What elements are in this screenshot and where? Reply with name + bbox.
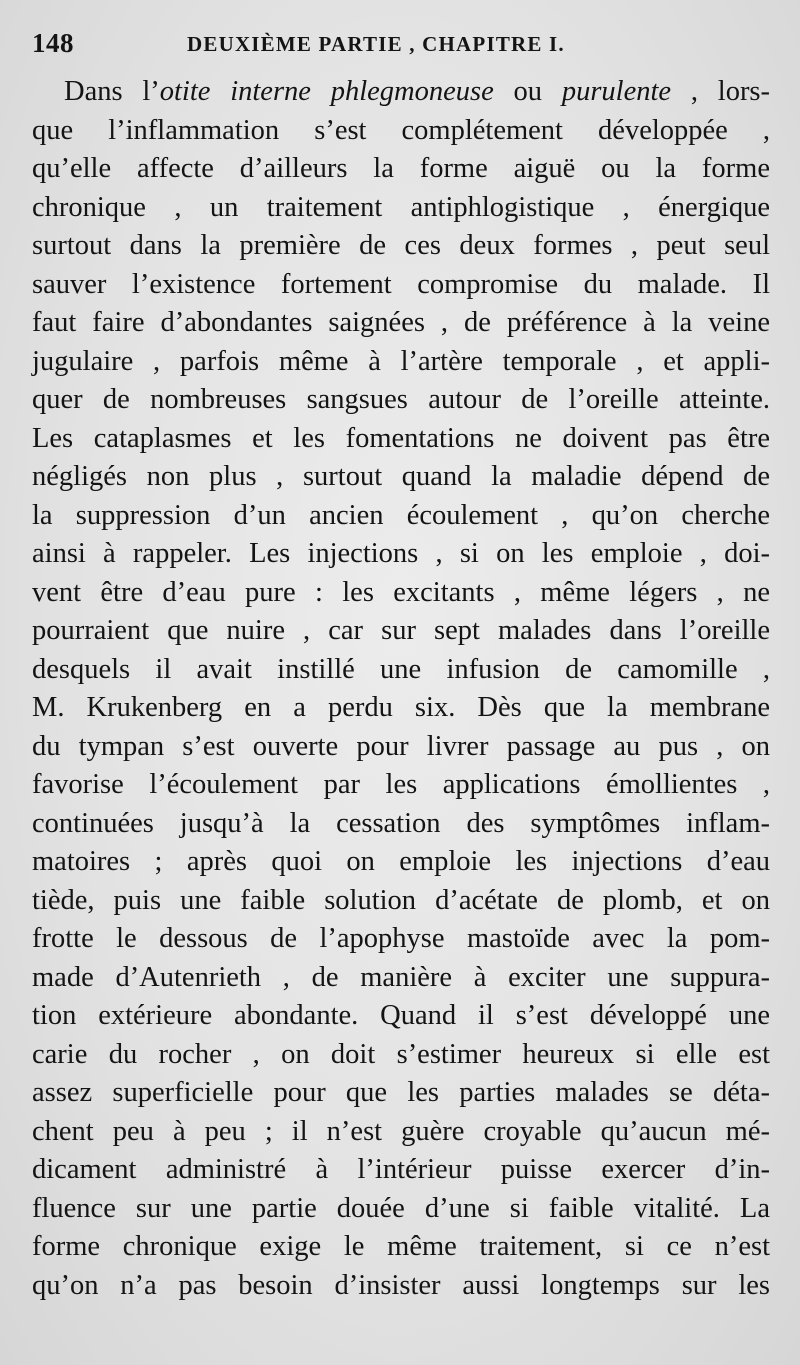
text-run: , lors- xyxy=(671,76,771,107)
text-line: assez superficielle pour que les parties malades se déta- xyxy=(32,1077,770,1108)
text-line: du tympan s’est ouverte pour livrer passage au pus , on xyxy=(32,730,770,762)
text-run: Dans l’ xyxy=(64,76,160,107)
text-line: chronique , un traitement antiphlogistique , énergique xyxy=(32,191,770,223)
text-line: favorise l’écoulement par les applications émollientes , xyxy=(32,769,770,800)
text-line: M. Krukenberg en a perdu six. Dès que la membrane xyxy=(32,692,770,723)
text-line: quer de nombreuses sangsues autour de l’oreille atteinte. xyxy=(32,384,770,415)
text-line: négligés non plus , surtout quand la maladie dépend de xyxy=(32,461,770,492)
running-title: DEUXIÈME PARTIE , CHAPITRE I. xyxy=(187,32,565,56)
text-line: fluence sur une partie douée d’une si faible vitalité. La xyxy=(32,1192,770,1224)
text-line: surtout dans la première de ces deux formes , peut seul xyxy=(32,230,770,261)
text-line: made d’Autenrieth , de manière à exciter une suppura- xyxy=(32,961,770,993)
text-run: ou xyxy=(493,76,562,107)
text-line: tiède, puis une faible solution d’acétate de plomb, et on xyxy=(32,884,770,916)
page-number: 148 xyxy=(32,28,74,58)
text-line: desquels il avait instillé une infusion de camomille , xyxy=(32,653,770,685)
text-line: sauver l’existence fortement compromise du malade. Il xyxy=(32,268,770,300)
text-line: qu’elle affecte d’ailleurs la forme aiguë ou la forme xyxy=(32,153,770,184)
text-line: matoires ; après quoi on emploie les injections d’eau xyxy=(32,846,770,877)
text-line: forme chronique exige le même traitement, si ce n’est xyxy=(32,1231,770,1262)
text-line: chent peu à peu ; il n’est guère croyable qu’aucun mé- xyxy=(32,1115,770,1147)
text-line: frotte le dessous de l’apophyse mastoïde avec la pom- xyxy=(32,923,770,954)
text-line: carie du rocher , on doit s’estimer heureux si elle est xyxy=(32,1038,770,1070)
text-line: que l’inflammation s’est complétement développée , xyxy=(32,114,770,146)
text-line xyxy=(32,73,770,112)
text-line: ainsi à rappeler. Les injections , si on les emploie , doi- xyxy=(32,538,770,569)
italic-term: otite interne phlegmoneuse xyxy=(159,76,494,107)
text-line: la suppression d’un ancien écoulement , qu’on cherche xyxy=(32,499,770,531)
text-line: vent être d’eau pure : les excitants , même légers , ne xyxy=(32,576,770,608)
italic-term: purulente xyxy=(561,76,672,107)
body-paragraph xyxy=(32,73,770,1305)
text-line: tion extérieure abondante. Quand il s’est développé une xyxy=(32,1000,770,1031)
text-line: faut faire d’abondantes saignées , de préférence à la veine xyxy=(32,307,770,338)
text-line: dicament administré à l’intérieur puisse exercer d’in- xyxy=(32,1154,770,1185)
text-line: continuées jusqu’à la cessation des symptômes inflam- xyxy=(32,807,770,839)
text-line: pourraient que nuire , car sur sept malades dans l’oreille xyxy=(32,615,770,646)
text-line: jugulaire , parfois même à l’artère temporale , et appli- xyxy=(32,345,770,377)
running-header xyxy=(32,28,770,60)
text-line: Les cataplasmes et les fomentations ne doivent pas être xyxy=(32,422,770,454)
text-line: qu’on n’a pas besoin d’insister aussi longtemps sur les xyxy=(32,1269,770,1301)
